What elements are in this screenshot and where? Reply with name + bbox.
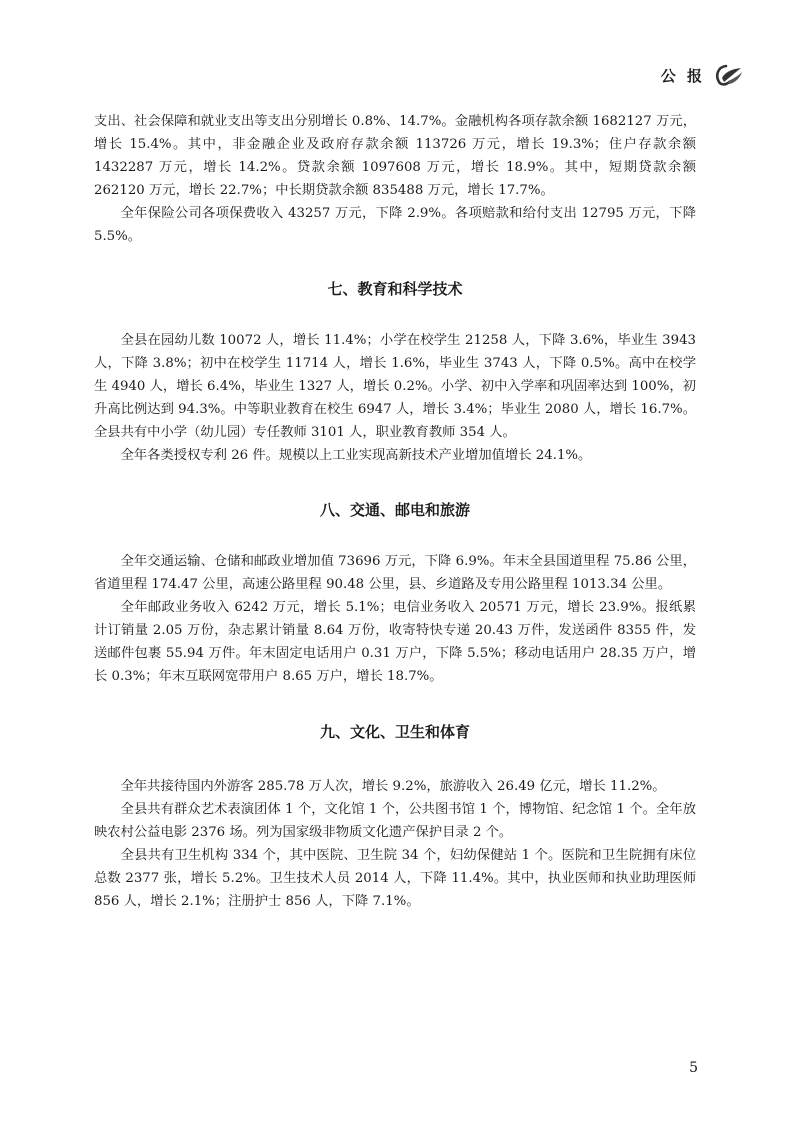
- page-number: 5: [689, 1060, 698, 1076]
- section-heading-culture: 九、文化、卫生和体育: [319, 723, 470, 741]
- culture-paragraph-arts: 全县共有群众艺术表演团体 1 个，文化馆 1 个，公共图书馆 1 个，博物馆、纪念馆 1 个。全年放映农村公益电影 2376 场。列为国家级非物质文化遗产保护目录 2 个。: [94, 802, 696, 840]
- transport-paragraph-postal: 全年邮政业务收入 6242 万元，增长 5.1%；电信业务收入 20571 万元，增长 23.9%。报纸累计订销量 2.05 万份，杂志累计销量 8.64 万份，收寄特快专递 20.43 万件，发送函件 8355 件，发送邮件包裹 55.94 万件。年末固定电话用户 0.31 万户，下降 5.5%；移动电话用户 28.35 万户，增长 0.3%；年末互联网宽带用户 8.65 万户，增长 18.7%。: [94, 600, 696, 684]
- culture-paragraph-health: 全县共有卫生机构 334 个，其中医院、卫生院 34 个，妇幼保健站 1 个。医院和卫生院拥有床位总数 2377 张，增长 5.2%。卫生技术人员 2014 人，下降 11.4%。其中，执业医师和执业助理医师 856 人，增长 2.1%；注册护士 856 人，下降 7.1%。: [94, 848, 696, 909]
- bulletin-logo-icon: [713, 63, 745, 87]
- page-header: [661, 60, 745, 90]
- header-title: 公 报: [660, 66, 705, 85]
- finance-paragraph-insurance: 全年保险公司各项保费收入 43257 万元，下降 2.9%。各项赔款和给付支出 12795 万元，下降 5.5%。: [94, 206, 696, 244]
- finance-paragraph-deposits: 支出、社会保障和就业支出等支出分别增长 0.8%、14.7%。金融机构各项存款余额 1682127 万元，增长 15.4%。其中，非金融企业及政府存款余额 113726 万元，增长 19.3%；住户存款余额 1432287 万元，增长 14.2%。贷款余额 1097608 万元，增长 18.9%。其中，短期贷款余额 262120 万元，增长 22.7%；中长期贷款余额 835488 万元，增长 17.7%。: [94, 114, 696, 198]
- transport-paragraph-roads: 全年交通运输、仓储和邮政业增加值 73696 万元，下降 6.9%。年末全县国道里程 75.86 公里，省道里程 174.47 公里，高速公路里程 90.48 公里，县、乡道路及专用公路里程 1013.34 公里。: [94, 554, 696, 592]
- culture-paragraph-tourism: 全年共接待国内外游客 285.78 万人次，增长 9.2%，旅游收入 26.49 亿元，增长 11.2%。: [120, 779, 666, 794]
- education-paragraph-students: 全县在园幼儿数 10072 人，增长 11.4%；小学在校学生 21258 人，下降 3.6%，毕业生 3943 人，下降 3.8%；初中在校学生 11714 人，增长 1.6%，毕业生 3743 人，下降 0.5%。高中在校学生 4940 人，增长 6.4%，毕业生 1327 人，增长 0.2%。小学、初中入学率和巩固率达到 100%，初升高比例达到 94.3%。中等职业教育在校生 6947 人，增长 3.4%；毕业生 2080 人，增长 16.7%。全县共有中小学（幼儿园）专任教师 3101 人，职业教育教师 354 人。: [94, 333, 696, 440]
- education-paragraph-patents: 全年各类授权专利 26 件。规模以上工业实现高新技术产业增加值增长 24.1%。: [120, 448, 592, 463]
- section-heading-education: 七、教育和科学技术: [327, 280, 463, 298]
- section-heading-transport: 八、交通、邮电和旅游: [319, 501, 470, 519]
- article-body: [94, 110, 696, 913]
